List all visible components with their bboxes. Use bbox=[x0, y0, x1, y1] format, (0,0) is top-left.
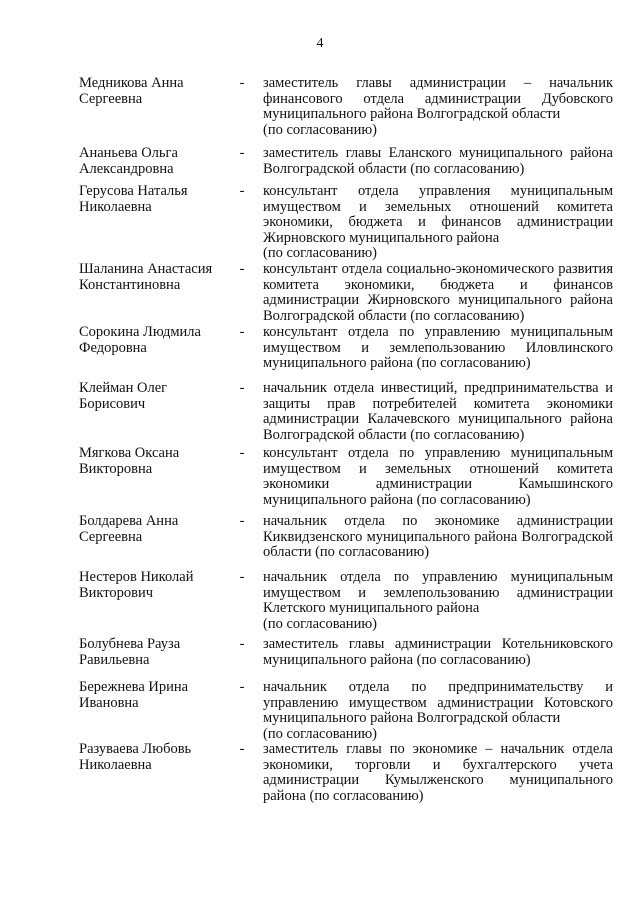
person-position: начальник отдела по предпринимательству и управлению имуществом администрации Котовского муниципального района Волгоградской области (по согласованию) bbox=[263, 679, 613, 742]
separator-dash: - bbox=[239, 513, 245, 529]
person-name: Сорокина Людмила Федоровна bbox=[79, 324, 201, 356]
person-position: консультант отдела по управлению муниципальным имуществом и земельных отношений комитета экономики администрации Камышинского муниципального района (по согласованию) bbox=[263, 445, 613, 508]
separator-dash: - bbox=[239, 75, 245, 91]
separator-dash: - bbox=[239, 636, 245, 652]
separator-dash: - bbox=[239, 183, 245, 199]
separator-dash: - bbox=[239, 679, 245, 695]
person-position: заместитель главы Еланского муниципального района Волгоградской области (по согласованию) bbox=[263, 145, 613, 177]
person-name: Разуваева Любовь Николаевна bbox=[79, 741, 192, 773]
person-name: Медникова Анна Сергеевна bbox=[79, 75, 184, 107]
page-number: 4 bbox=[316, 36, 324, 51]
person-name: Мягкова Оксана Викторовна bbox=[79, 445, 180, 477]
person-position: консультант отдела управления муниципальным имуществом и земельных отношений комитета экономики, бюджета и финансов администрации Жирновского муниципального района (по согласованию) bbox=[263, 183, 613, 261]
person-position: консультант отдела социально-экономического развития комитета экономики, бюджета и финансов администрации Жирновского муниципального района Волгоградской области (по согласованию) bbox=[263, 261, 613, 324]
person-name: Нестеров Николай Викторович bbox=[79, 569, 194, 601]
person-name: Болубнева Рауза Равильевна bbox=[79, 636, 181, 668]
separator-dash: - bbox=[239, 324, 245, 340]
person-position: начальник отдела по экономике администрации Киквидзенского муниципального района Волгоградской области (по согласованию) bbox=[263, 513, 613, 560]
person-name: Болдарева Анна Сергеевна bbox=[79, 513, 179, 545]
person-name: Бережнева Ирина Ивановна bbox=[79, 679, 189, 711]
separator-dash: - bbox=[239, 145, 245, 161]
separator-dash: - bbox=[239, 445, 245, 461]
separator-dash: - bbox=[239, 569, 245, 585]
person-position: заместитель главы по экономике – начальник отдела экономики, торговли и бухгалтерского учета администрации Кумылженского муниципального района (по согласованию) bbox=[263, 741, 613, 804]
person-position: заместитель главы администрации Котельниковского муниципального района (по согласованию) bbox=[263, 636, 613, 668]
person-position: начальник отдела по управлению муниципальным имуществом и землепользованию администрации Клетского муниципального района (по согласованию) bbox=[263, 569, 613, 632]
person-position: начальник отдела инвестиций, предпринимательства и защиты прав потребителей комитета экономики администрации Калачевского муниципального района Волгоградской области (по согласованию) bbox=[263, 380, 613, 443]
separator-dash: - bbox=[239, 380, 245, 396]
person-name: Ананьева Ольга Александровна bbox=[79, 145, 178, 177]
separator-dash: - bbox=[239, 741, 245, 757]
person-position: консультант отдела по управлению муниципальным имуществом и землепользованию Иловлинского муниципального района (по согласованию) bbox=[263, 324, 613, 371]
separator-dash: - bbox=[239, 261, 245, 277]
person-name: Шаланина Анастасия Константиновна bbox=[79, 261, 213, 293]
person-name: Клейман Олег Борисович bbox=[79, 380, 168, 412]
person-position: заместитель главы администрации – начальник финансового отдела администрации Дубовского муниципального района Волгоградской области (по согласованию) bbox=[263, 75, 613, 138]
person-name: Герусова Наталья Николаевна bbox=[79, 183, 188, 215]
